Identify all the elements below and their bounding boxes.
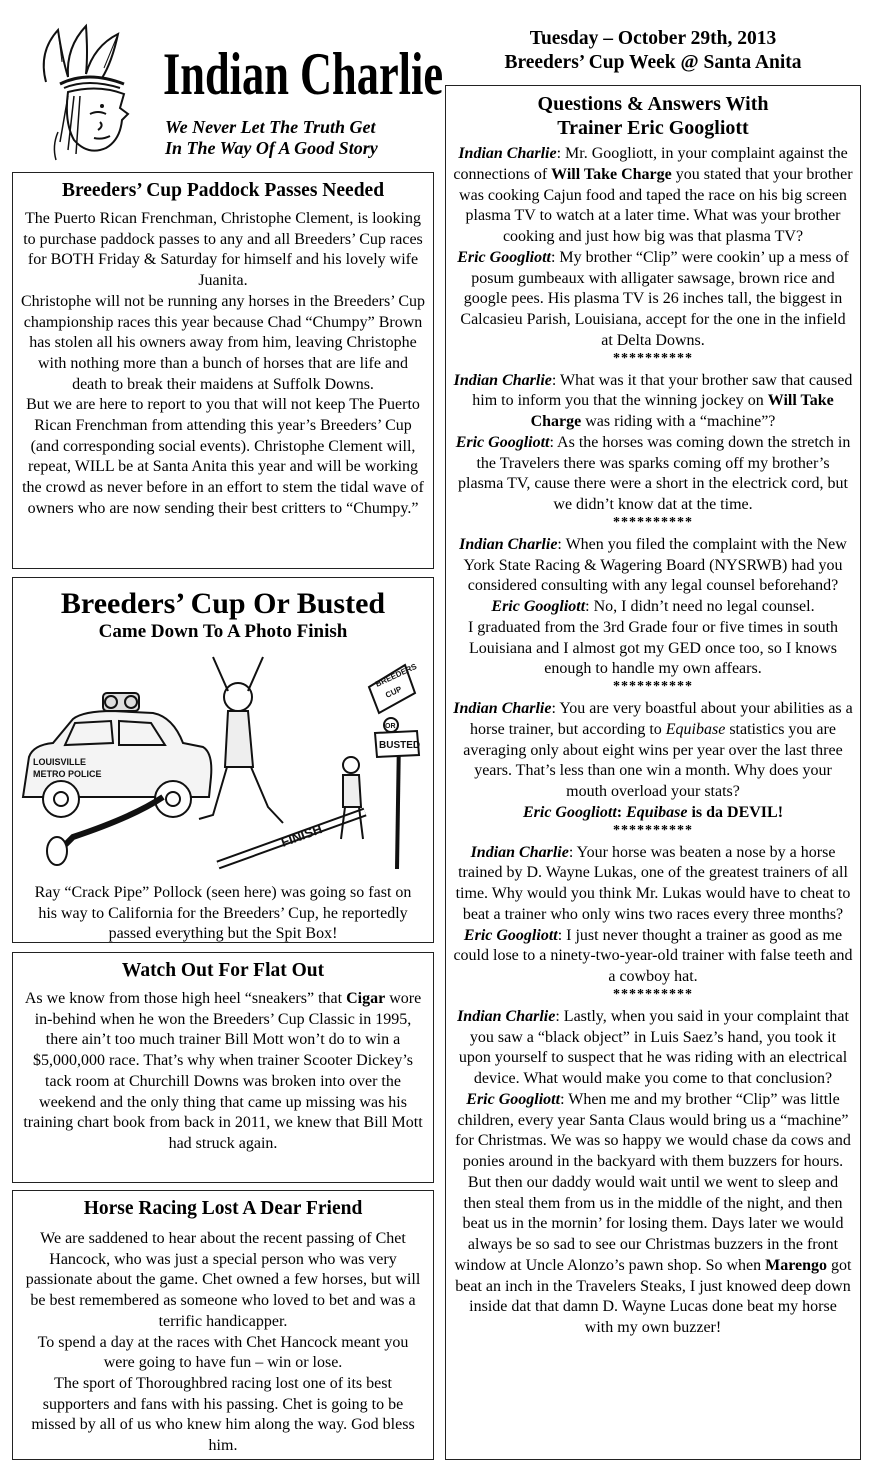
separator-stars: ********** bbox=[613, 822, 693, 838]
answer-6 bbox=[453, 1090, 853, 1339]
q1-bold: Will Take Charge bbox=[551, 165, 672, 183]
q1-text-c: you stated that your brother was cooking Cajun food and taped the race on his big screen plasma TV to watch at a later time. What was your brother cooking and just how big was that plasma TV? bbox=[459, 165, 853, 245]
tagline-line-1: We Never Let The Truth Get bbox=[165, 117, 376, 137]
qa-heading-2: Trainer Eric Googliott bbox=[557, 117, 749, 139]
friend-body bbox=[21, 1229, 425, 1457]
flatout-article bbox=[12, 952, 434, 1183]
q5-text: : Your horse was beaten a nose by a horse trained by D. Wayne Lukas, one of the greatest trainers of all time. Why would you think Mr. Lukas would have to cheat to beat a trainer who only wins two races every three months? bbox=[455, 843, 851, 923]
paddock-paragraph-3: But we are here to report to you that will not keep The Puerto Rican Frenchman from attending this year’s Breeders’ Cup (and corresponding social events). Christophe Clement will, repeat, WILL be at Santa Anita this year and will be working the crowd as never before in an effort to stem the tidal wave of owners who are now sending their best critters to “Chumpy.” bbox=[22, 396, 424, 517]
masthead-tagline bbox=[165, 117, 378, 159]
answer-2 bbox=[453, 433, 853, 516]
a2-text: : As the horses was coming down the stretch in the Travelers there was sparks coming off my brother’s plasma TV, cause there were a short in the electrick cord, but we didn’t know dat at the time. bbox=[458, 433, 851, 513]
flatout-text-1: As we know from those high heel “sneakers” that bbox=[24, 990, 347, 1007]
qa-article bbox=[445, 85, 861, 1460]
busted-article bbox=[12, 577, 434, 943]
cartoon-illustration bbox=[13, 647, 433, 877]
busted-heading: Breeders’ Cup Or Busted bbox=[60, 587, 386, 620]
a6-text-a: : When me and my brother “Clip” was little children, every year Santa Claus would bring us a “machine” for Christmas. We was so happy we would chase da cows and ponies around in the backyard with them buzzers for hours. But then our daddy would wait until we went to sleep and then steal them from us in the middle of the night, and then beat us in the mornin’ for losing them. Days later we would always be so sad to see our Christmas buzzers in the front window at Uncle Alonzo’s pawn shop. So when bbox=[454, 1090, 851, 1274]
speaker-ic: Indian Charlie bbox=[458, 145, 557, 162]
paddock-paragraph-1: The Puerto Rican Frenchman, Christophe Clement, is looking to purchase paddock passes to any and all Breeders’ Cup races for BOTH Friday & Saturday for himself and his lovely wife Juanita. bbox=[23, 210, 423, 290]
sign-top-2: CUP bbox=[384, 684, 404, 700]
question-1 bbox=[453, 144, 853, 248]
car-label-1: LOUISVILLE bbox=[33, 757, 87, 767]
a1-text: : My brother “Clip” were cookin’ up a mess of posum gumbeaux with alligater sawsage, brown rice and google pees. His plasma TV is 26 inches tall, the biggest in Calcasieu Parish, Louisiana, accept for the one in the infield at Delta Downs. bbox=[460, 248, 849, 349]
police-car bbox=[23, 693, 211, 817]
q4-italic: Equibase bbox=[665, 720, 726, 738]
a6-bold: Marengo bbox=[765, 1256, 828, 1274]
speaker-eg: Eric Googliott bbox=[457, 248, 551, 266]
separator-stars: ********** bbox=[613, 514, 693, 530]
busted-subheading: Came Down To A Photo Finish bbox=[98, 621, 348, 642]
paddock-heading: Breeders’ Cup Paddock Passes Needed bbox=[61, 180, 385, 201]
speaker-eg: Eric Googliott bbox=[491, 598, 586, 615]
a4-italic: Equibase bbox=[626, 803, 688, 821]
q2-text-a: : What was it that your brother saw that caused him to inform you that the winning jockey on bbox=[472, 371, 853, 410]
a6-text-c: got beat an inch in the Travelers Steaks, I just knowed deep down inside dat that damn D. Wayne Lucas done beat my horse with my own buzzer! bbox=[455, 1256, 852, 1336]
answer-5 bbox=[453, 926, 853, 988]
masthead-title: Indian Charlie bbox=[163, 41, 444, 107]
answer-3 bbox=[453, 597, 853, 618]
finish-label: FINISH bbox=[278, 821, 325, 850]
paddock-body bbox=[19, 209, 427, 520]
sign-or: OR bbox=[385, 723, 396, 730]
question-3 bbox=[453, 535, 853, 597]
answer-4: Eric Googliott: Equibase is da DEVIL! bbox=[522, 803, 784, 821]
a3-text-a: : No, I didn’t need no legal counsel. bbox=[585, 598, 815, 615]
q6-text: : Lastly, when you said in your complaint that you saw a “black object” in Luis Saez’s hand, you took it upon yourself to suspect that he was riding with an electrical device. What would make you come to that conclusion? bbox=[458, 1007, 849, 1087]
friend-paragraph-1: We are saddened to hear about the recent passing of Chet Hancock, who was just a special person who was very passionate about the game. Chet owned a few horses, but will be best remembered as someone who loved to bet and was a terrific handicapper. bbox=[25, 1230, 421, 1330]
question-5 bbox=[453, 843, 853, 926]
flatout-bold-cigar: Cigar bbox=[346, 990, 386, 1007]
official-man bbox=[341, 757, 363, 839]
q4-text-a: : You are very boastful about your abilities as a horse trainer, but according to bbox=[470, 700, 853, 738]
flatout-body bbox=[21, 989, 425, 1155]
friend-paragraph-3: The sport of Thoroughbred racing lost one of its best supporters and fans with his passing. Chet is going to be missed by all of us who knew him along the way. God bless him. bbox=[31, 1374, 415, 1455]
friend-heading: Horse Racing Lost A Dear Friend bbox=[83, 1198, 363, 1219]
answer-1 bbox=[453, 248, 853, 352]
q4-text-c: statistics you are averaging only about eight wins per year over the last three years. That’s less than one win a month. Why does your mouth overload your stats? bbox=[463, 720, 843, 800]
speaker-ic: Indian Charlie bbox=[459, 535, 558, 553]
q3-text: : When you filed the complaint with the New York State Racing & Wagering Board (NYSRWB) had you considered consulting with any legal counsel beforehand? bbox=[463, 535, 847, 595]
question-6 bbox=[453, 1007, 853, 1090]
question-2 bbox=[453, 371, 853, 433]
speaker-eg: Eric Googliott bbox=[466, 1090, 561, 1108]
paddock-paragraph-2: Christophe will not be running any horses in the Breeders’ Cup championship races this year because Chad “Chumpy” Brown has stolen all his owners away from him, leaving Christophe with nothing more than a bunch of horses that are life and death to break their maidens at Suffolk Downs. bbox=[20, 292, 426, 393]
sign-bottom: BUSTED bbox=[379, 740, 421, 751]
speaker-eg: Eric Googliott bbox=[455, 433, 550, 451]
a5-text: : I just never thought a trainer as good as me could lose to a ninety-two-year-old trainer with false teeth and a cowboy hat. bbox=[453, 926, 853, 985]
qa-heading-1: Questions & Answers With bbox=[537, 93, 769, 115]
sign-top-1: BREEDERS bbox=[374, 661, 419, 689]
speaker-eg: Eric Googliott bbox=[463, 926, 558, 944]
qa-body bbox=[453, 144, 853, 1339]
speaker-eg: Eric Googliott bbox=[522, 803, 617, 821]
paddock-article bbox=[12, 172, 434, 569]
date-block bbox=[445, 27, 861, 75]
separator-stars: ********** bbox=[613, 350, 693, 366]
question-4 bbox=[453, 699, 853, 803]
q2-bold: Will Take Charge bbox=[530, 392, 834, 430]
issue-event: Breeders’ Cup Week @ Santa Anita bbox=[504, 52, 802, 73]
flatout-heading: Watch Out For Flat Out bbox=[121, 960, 325, 981]
answer-3-continued: I graduated from the 3rd Grade four or five times in south Louisiana and I almost got my GED once too, so I knows enough to handle my own affears. bbox=[467, 618, 839, 678]
q1-text-a: : Mr. Googliott, in your complaint against the connections of bbox=[453, 145, 848, 183]
issue-date: Tuesday – October 29th, 2013 bbox=[529, 28, 777, 49]
separator-stars: ********** bbox=[613, 986, 693, 1002]
running-man bbox=[199, 657, 283, 823]
friend-article bbox=[12, 1190, 434, 1460]
chief-head-logo bbox=[28, 22, 158, 162]
a4-text: is da DEVIL! bbox=[687, 803, 784, 821]
busted-caption: Ray “Crack Pipe” Pollock (seen here) was going so fast on his way to California for the Breeders’ Cup, he reportedly passed everything but the Spit Box! bbox=[34, 884, 412, 943]
tagline-line-2: In The Way Of A Good Story bbox=[165, 138, 378, 158]
speaker-ic: Indian Charlie bbox=[457, 1007, 556, 1025]
speaker-ic: Indian Charlie bbox=[453, 700, 552, 717]
flatout-text-2: wore in-behind when he won the Breeders’ Cup Classic in 1995, there ain’t too much trainer Bill Mott won’t do to win a $5,000,000 race. That’s why when trainer Scooter Dickey’s tack room at Churchill Downs was broken into over the weekend and the only thing that came up missing was his training chart book from back in 2011, we knew that Bill Mott had struck again. bbox=[23, 990, 423, 1152]
friend-paragraph-2: To spend a day at the races with Chet Hancock meant you were going to have fun – win or lose. bbox=[37, 1333, 409, 1372]
separator-stars: ********** bbox=[613, 679, 693, 694]
speaker-ic: Indian Charlie bbox=[453, 371, 552, 389]
car-label-2: METRO POLICE bbox=[33, 769, 102, 779]
q2-text-c: was riding with a “machine”? bbox=[581, 413, 776, 430]
speaker-ic: Indian Charlie bbox=[470, 843, 569, 861]
